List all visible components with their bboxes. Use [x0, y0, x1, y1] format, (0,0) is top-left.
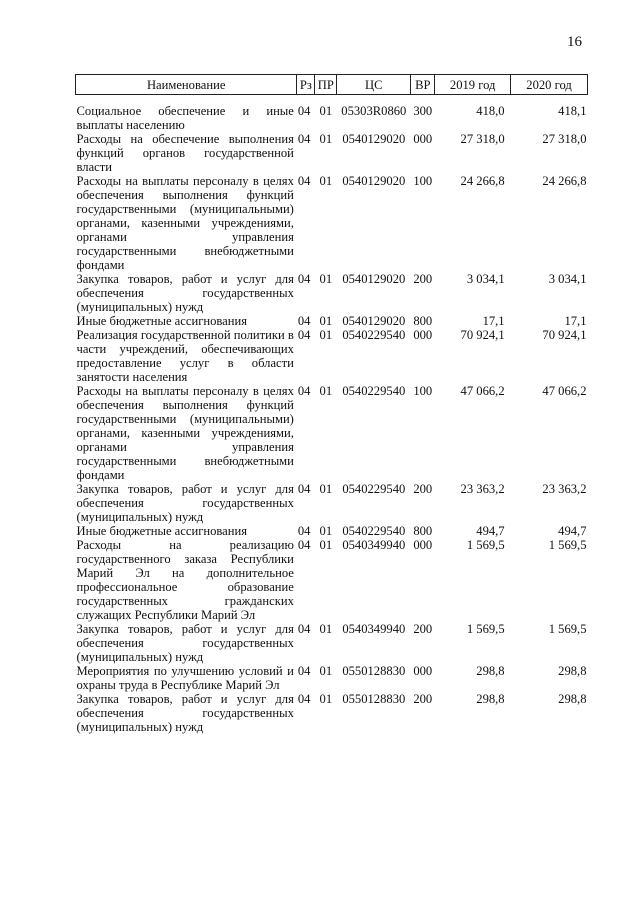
row-name: Закупка товаров, работ и услуг для обеспечения государственных (муниципальных) нужд	[76, 272, 294, 314]
row-pr: 01	[319, 132, 333, 146]
table-row	[76, 622, 588, 664]
row-2019: 3 034,1	[466, 272, 505, 286]
row-cs: 0540229540	[342, 524, 406, 538]
row-pr: 01	[319, 104, 333, 118]
row-rz: 04	[297, 272, 311, 286]
row-rz: 04	[297, 314, 311, 328]
row-rz: 04	[297, 482, 311, 496]
row-rz: 04	[297, 104, 311, 118]
row-2020: 27 318,0	[542, 132, 587, 146]
row-2020: 70 924,1	[542, 328, 587, 342]
row-cs: 0540229540	[342, 328, 406, 342]
table-body	[76, 104, 588, 734]
header-rz: Рз	[297, 75, 315, 95]
row-name: Закупка товаров, работ и услуг для обеспечения государственных (муниципальных) нужд	[76, 692, 294, 734]
row-name: Расходы на реализацию государственного заказа Республики Марий Эл на дополнительное профессиональное образование государственных гражданских служащих Республики Марий Эл	[76, 538, 294, 622]
row-rz: 04	[297, 538, 311, 552]
row-name: Иные бюджетные ассигнования	[76, 524, 248, 538]
row-rz: 04	[297, 692, 311, 706]
row-name: Закупка товаров, работ и услуг для обеспечения государственных (муниципальных) нужд	[76, 482, 294, 524]
row-vr: 800	[413, 524, 433, 538]
row-2019: 17,1	[482, 314, 505, 328]
row-vr: 100	[413, 384, 433, 398]
row-2019: 1 569,5	[466, 538, 505, 552]
row-rz: 04	[297, 622, 311, 636]
row-2020: 3 034,1	[548, 272, 587, 286]
row-pr: 01	[319, 174, 333, 188]
table-row	[76, 132, 588, 174]
row-vr: 000	[413, 132, 433, 146]
row-cs: 0540229540	[342, 482, 406, 496]
row-2019: 494,7	[476, 524, 505, 538]
budget-table	[75, 74, 588, 734]
row-name: Закупка товаров, работ и услуг для обеспечения государственных (муниципальных) нужд	[76, 622, 294, 664]
row-2019: 1 569,5	[466, 622, 505, 636]
row-pr: 01	[319, 482, 333, 496]
row-cs: 05303R0860	[341, 104, 407, 118]
table-row	[76, 482, 588, 524]
table-row	[76, 314, 588, 328]
row-vr: 000	[413, 664, 433, 678]
row-rz: 04	[297, 132, 311, 146]
row-cs: 0540349940	[342, 538, 406, 552]
row-pr: 01	[319, 622, 333, 636]
row-2019: 298,8	[476, 664, 505, 678]
row-vr: 100	[413, 174, 433, 188]
row-pr: 01	[319, 524, 333, 538]
row-2020: 17,1	[564, 314, 587, 328]
header-cs: ЦС	[337, 75, 411, 95]
row-cs: 0550128830	[342, 692, 406, 706]
row-2019: 23 363,2	[460, 482, 505, 496]
header-2020: 2020 год	[511, 75, 588, 95]
row-rz: 04	[297, 174, 311, 188]
row-name: Расходы на выплаты персоналу в целях обеспечения выполнения функций государственными (муниципальными) органами, казенными учреждениями, органами управления государственными внебюджетными фондами	[76, 384, 294, 482]
row-2019: 27 318,0	[460, 132, 505, 146]
row-rz: 04	[297, 664, 311, 678]
row-vr: 200	[413, 272, 433, 286]
row-2020: 494,7	[558, 524, 587, 538]
page-number: 16	[567, 34, 582, 50]
row-cs: 0540129020	[342, 132, 406, 146]
table-row	[76, 664, 588, 692]
table-row	[76, 384, 588, 482]
row-name: Иные бюджетные ассигнования	[76, 314, 248, 328]
row-cs: 0540229540	[342, 384, 406, 398]
row-2020: 298,8	[558, 692, 587, 706]
row-cs: 0540349940	[342, 622, 406, 636]
row-2020: 1 569,5	[548, 622, 587, 636]
table-row	[76, 104, 588, 132]
row-pr: 01	[319, 664, 333, 678]
row-name: Социальное обеспечение и иные выплаты населению	[76, 104, 294, 132]
row-pr: 01	[319, 384, 333, 398]
row-2019: 418,0	[476, 104, 505, 118]
row-2019: 298,8	[476, 692, 505, 706]
row-rz: 04	[297, 524, 311, 538]
row-rz: 04	[297, 328, 311, 342]
row-cs: 0540129020	[342, 272, 406, 286]
row-vr: 200	[413, 622, 433, 636]
row-cs: 0550128830	[342, 664, 406, 678]
row-2020: 418,1	[558, 104, 587, 118]
row-name: Расходы на обеспечение выполнения функций органов государственной власти	[76, 132, 294, 174]
table-row	[76, 692, 588, 734]
row-pr: 01	[319, 272, 333, 286]
row-rz: 04	[297, 384, 311, 398]
row-name: Мероприятия по улучшению условий и охраны труда в Республике Марий Эл	[76, 664, 294, 692]
row-name: Расходы на выплаты персоналу в целях обеспечения выполнения функций государственными (муниципальными) органами, казенными учреждениями, органами управления государственными внебюджетными фондами	[76, 174, 294, 272]
row-pr: 01	[319, 328, 333, 342]
table-row	[76, 524, 588, 538]
row-vr: 800	[413, 314, 433, 328]
row-2020: 298,8	[558, 664, 587, 678]
row-vr: 000	[413, 328, 433, 342]
row-pr: 01	[319, 538, 333, 552]
header-vr: ВР	[411, 75, 435, 95]
row-2019: 47 066,2	[460, 384, 505, 398]
row-2019: 70 924,1	[460, 328, 505, 342]
header-2019: 2019 год	[435, 75, 511, 95]
row-2020: 1 569,5	[548, 538, 587, 552]
row-vr: 200	[413, 482, 433, 496]
row-2020: 24 266,8	[542, 174, 587, 188]
row-pr: 01	[319, 314, 333, 328]
table-row	[76, 328, 588, 384]
table-row	[76, 538, 588, 622]
table-row	[76, 174, 588, 272]
row-cs: 0540129020	[342, 174, 406, 188]
row-vr: 200	[413, 692, 433, 706]
row-2020: 23 363,2	[542, 482, 587, 496]
table-row	[76, 272, 588, 314]
table-header	[76, 75, 588, 105]
header-name: Наименование	[76, 75, 297, 95]
row-2020: 47 066,2	[542, 384, 587, 398]
row-2019: 24 266,8	[460, 174, 505, 188]
row-pr: 01	[319, 692, 333, 706]
row-cs: 0540129020	[342, 314, 406, 328]
header-pr: ПР	[315, 75, 337, 95]
row-vr: 300	[413, 104, 433, 118]
row-vr: 000	[413, 538, 433, 552]
row-name: Реализация государственной политики в части учреждений, обеспечивающих предоставление услуг в области занятости населения	[76, 328, 294, 384]
